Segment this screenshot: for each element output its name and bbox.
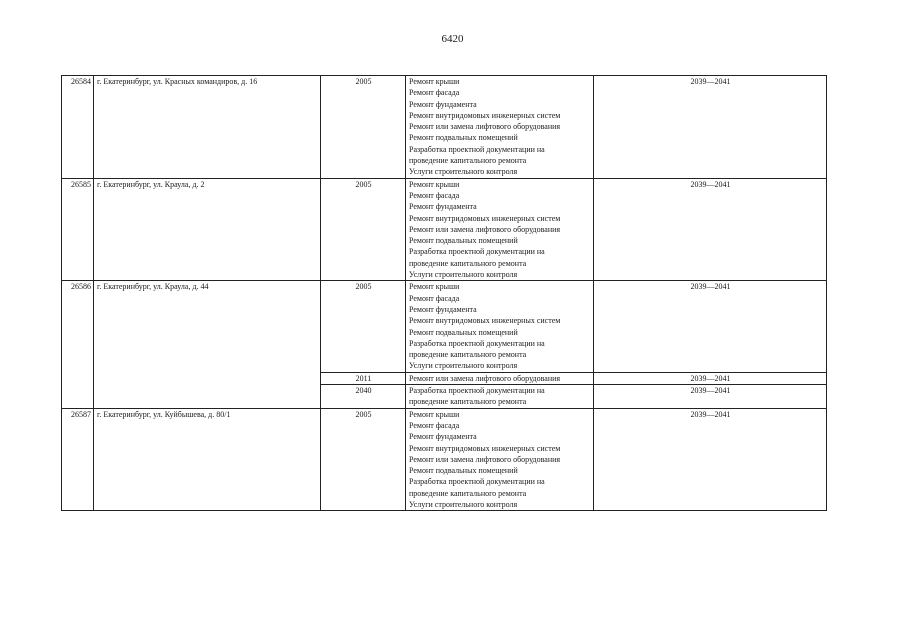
works-cell xyxy=(406,178,594,281)
address-cell: г. Екатеринбург, ул. Красных командиров, д. 16 xyxy=(94,76,321,179)
table-row xyxy=(62,281,827,372)
work-item: Ремонт фундамента xyxy=(409,99,477,109)
work-item: Ремонт подвальных помещений xyxy=(409,466,518,476)
work-item: Разработка проектной документации на xyxy=(409,144,545,154)
work-item: проведение капитального ремонта xyxy=(409,350,527,360)
page-number: 6420 xyxy=(441,33,464,45)
work-item: Ремонт фасада xyxy=(409,190,460,200)
work-item: Ремонт крыши xyxy=(409,282,460,292)
year-cell: 2011 xyxy=(321,372,406,384)
work-item: Разработка проектной документации на xyxy=(409,247,545,257)
year-cell: 2005 xyxy=(321,76,406,179)
work-item: Ремонт фасада xyxy=(409,293,460,303)
work-item: Услуги строительного контроля xyxy=(409,167,518,177)
works-cell xyxy=(406,408,594,511)
work-item: Ремонт внутридомовых инженерных систем xyxy=(409,443,561,453)
work-item: Ремонт фасада xyxy=(409,420,460,430)
work-item: Ремонт или замена лифтового оборудования xyxy=(409,122,561,132)
work-item: проведение капитального ремонта xyxy=(409,156,527,166)
work-item: Ремонт крыши xyxy=(409,409,460,419)
work-item: Ремонт или замена лифтового оборудования xyxy=(409,224,561,234)
row-number: 26587 xyxy=(62,408,94,511)
period-cell: 2039—2041 xyxy=(594,372,827,384)
work-item: Ремонт внутридомовых инженерных систем xyxy=(409,316,561,326)
address-cell: г. Екатеринбург, ул. Куйбышева, д. 80/1 xyxy=(94,408,321,511)
table-row xyxy=(62,76,827,179)
work-item: проведение капитального ремонта xyxy=(409,258,527,268)
works-cell xyxy=(406,76,594,179)
period-cell: 2039—2041 xyxy=(594,76,827,179)
year-cell: 2005 xyxy=(321,281,406,372)
period-cell: 2039—2041 xyxy=(594,385,827,409)
works-cell xyxy=(406,385,594,409)
work-item: Услуги строительного контроля xyxy=(409,361,518,371)
work-item: проведение капитального ремонта xyxy=(409,397,527,407)
work-item: Ремонт подвальных помещений xyxy=(409,327,518,337)
period-cell: 2039—2041 xyxy=(594,408,827,511)
table-row xyxy=(62,408,827,511)
works-cell xyxy=(406,281,594,372)
work-item: проведение капитального ремонта xyxy=(409,488,527,498)
work-item: Ремонт фасада xyxy=(409,88,460,98)
work-item: Услуги строительного контроля xyxy=(409,499,518,509)
work-item: Ремонт фундамента xyxy=(409,432,477,442)
work-item: Разработка проектной документации на xyxy=(409,338,545,348)
work-item: Ремонт внутридомовых инженерных систем xyxy=(409,110,561,120)
row-number: 26586 xyxy=(62,281,94,408)
work-item: Ремонт или замена лифтового оборудования xyxy=(409,373,561,383)
work-item: Ремонт фундамента xyxy=(409,202,477,212)
year-cell: 2040 xyxy=(321,385,406,409)
registry-table xyxy=(61,75,827,511)
work-item: Ремонт внутридомовых инженерных систем xyxy=(409,213,561,223)
work-item: Разработка проектной документации на xyxy=(409,477,545,487)
row-number: 26585 xyxy=(62,178,94,281)
period-cell: 2039—2041 xyxy=(594,281,827,372)
year-cell: 2005 xyxy=(321,408,406,511)
work-item: Ремонт подвальных помещений xyxy=(409,236,518,246)
works-cell xyxy=(406,372,594,384)
address-cell: г. Екатеринбург, ул. Краула, д. 2 xyxy=(94,178,321,281)
work-item: Услуги строительного контроля xyxy=(409,270,518,280)
work-item: Разработка проектной документации на xyxy=(409,386,545,396)
address-cell: г. Екатеринбург, ул. Краула, д. 44 xyxy=(94,281,321,408)
row-number: 26584 xyxy=(62,76,94,179)
work-item: Ремонт или замена лифтового оборудования xyxy=(409,454,561,464)
table-row xyxy=(62,178,827,281)
work-item: Ремонт крыши xyxy=(409,77,460,86)
work-item: Ремонт крыши xyxy=(409,179,460,189)
work-item: Ремонт подвальных помещений xyxy=(409,133,518,143)
year-cell: 2005 xyxy=(321,178,406,281)
period-cell: 2039—2041 xyxy=(594,178,827,281)
work-item: Ремонт фундамента xyxy=(409,304,477,314)
